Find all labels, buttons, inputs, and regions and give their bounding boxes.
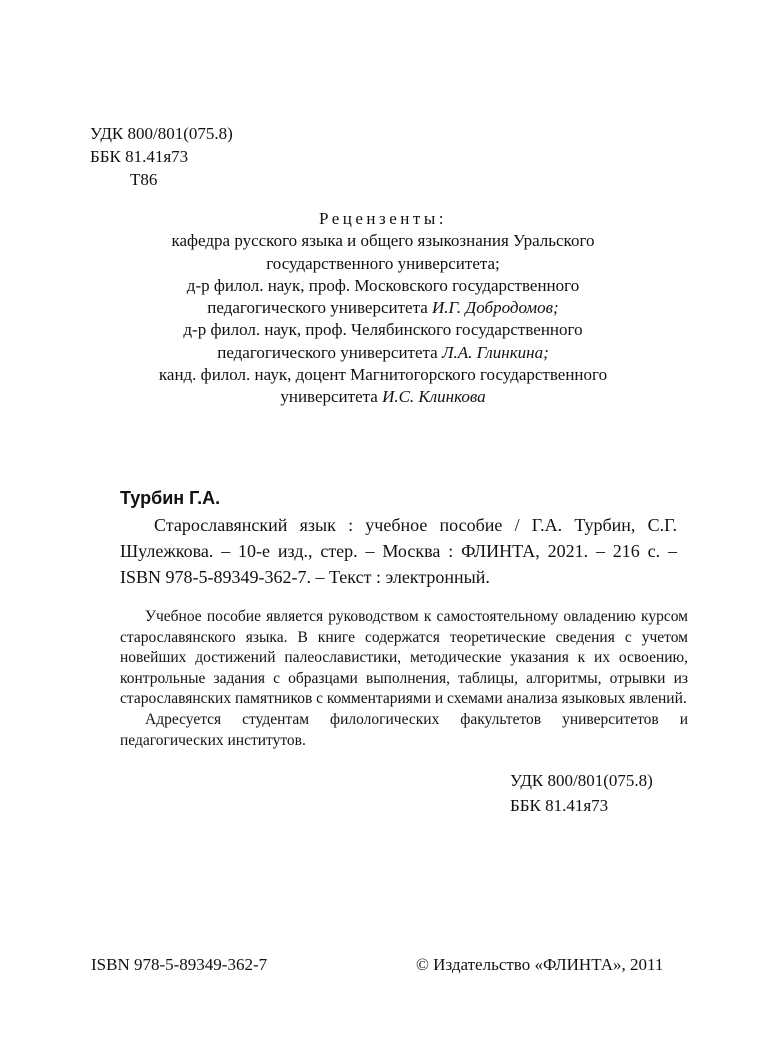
- annotation-paragraph: Адресуется студентам филологических факультетов университетов и педагогических институтов.: [120, 710, 688, 749]
- annotation-block: [120, 607, 688, 751]
- reviewer-line: государственного университета;: [266, 253, 500, 273]
- copyright: © Издательство «ФЛИНТА», 2011: [416, 955, 664, 974]
- bbk-code: ББК 81.41я73: [90, 147, 189, 166]
- author-mark: Т86: [130, 170, 158, 189]
- reviewer-line: д-р филол. наук, проф. Московского государственного: [186, 275, 580, 295]
- isbn: ISBN 978-5-89349-362-7: [91, 955, 268, 974]
- bibliographic-record: [120, 485, 677, 590]
- bbk-code: ББК 81.41я73: [510, 796, 609, 815]
- reviewer-line: канд. филол. наук, доцент Магнитогорского государственного: [158, 365, 608, 385]
- udk-code: УДК 800/801(075.8): [90, 124, 233, 143]
- reviewer-name: И.Г. Добродомов;: [432, 298, 559, 318]
- reviewer-line: кафедра русского языка и общего языкознания Уральского: [171, 231, 595, 251]
- classification-bottom: [510, 768, 653, 818]
- annotation-paragraph: Учебное пособие является руководством к самостоятельному овладению курсом старославянского языка. В книге содержатся теоретические сведения с учетом новейших достижений палеославистики, методические указания к их освоению, контрольные задания с образцами выполнения, таблицы, алгоритмы, отрывки из старославянских памятников с комментариями и схемами анализа языковых явлений.: [120, 608, 688, 708]
- reviewer-line: педагогического университета И.Г. Добродомов;: [207, 298, 559, 318]
- reviewers-block: [100, 208, 666, 409]
- udk-code: УДК 800/801(075.8): [510, 771, 653, 790]
- reviewer-line: педагогического университета Л.А. Глинкина;: [217, 342, 549, 362]
- reviewer-line: университета И.С. Клинкова: [280, 387, 486, 407]
- reviewer-name: Л.А. Глинкина;: [441, 342, 549, 362]
- bibliographic-description: Старославянский язык : учебное пособие / Г.А. Турбин, С.Г. Шулежкова. – 10-е изд., стер. – Москва : ФЛИНТА, 2021. – 216 с. – ISBN 978-5-89349-362-7. – Текст : электронный.: [120, 515, 677, 587]
- reviewers-title: Рецензенты:: [319, 209, 447, 228]
- reviewer-line: д-р филол. наук, проф. Челябинского государственного: [183, 320, 583, 340]
- reviewer-name: И.С. Клинкова: [382, 387, 486, 407]
- author-heading: Турбин Г.А.: [120, 488, 221, 508]
- classification-block: [90, 122, 233, 191]
